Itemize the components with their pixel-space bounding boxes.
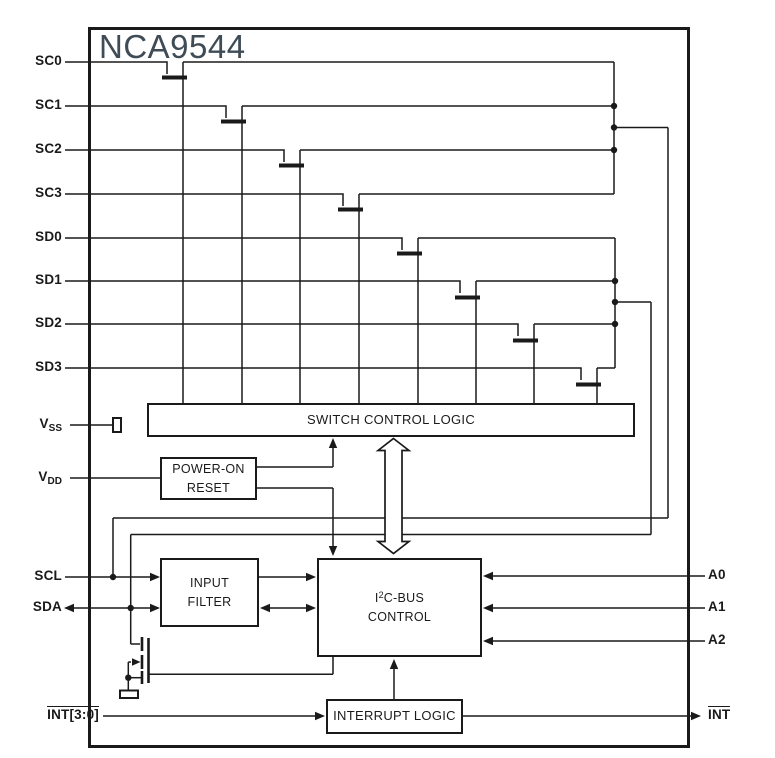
int-out-text: INT — [708, 707, 731, 722]
arrow-down-icon — [329, 546, 337, 556]
arrow-right-icon — [315, 712, 325, 720]
ground-terminal-icon — [120, 691, 138, 699]
vdd-main: V — [38, 469, 48, 484]
int-bus-text: INT[3:0] — [47, 707, 99, 722]
arrow-right-icon — [691, 712, 701, 720]
arrow-right-icon — [132, 658, 141, 665]
pin-label-scl: SCL — [34, 568, 62, 583]
arrow-left-icon — [64, 604, 74, 612]
arrow-left-icon — [483, 604, 493, 612]
chip-title: NCA9544 — [99, 28, 246, 65]
i2c-bus-control-block — [317, 558, 482, 657]
i2c-label-pre: I — [374, 591, 379, 606]
pin-label-sc2: SC2 — [35, 141, 62, 156]
interrupt-logic-block — [326, 699, 463, 734]
wire-sd3 — [65, 368, 615, 403]
pin-label-sd1: SD1 — [35, 272, 62, 287]
vss-main: V — [39, 416, 49, 431]
vss-terminal-icon — [113, 418, 121, 432]
bidirectional-bus-arrow — [378, 439, 409, 554]
pin-label-a2: A2 — [708, 632, 726, 647]
input-filter-block — [160, 558, 259, 627]
interrupt-logic-label: INTERRUPT LOGIC — [333, 708, 456, 724]
filter-i2c-wires — [259, 577, 314, 608]
pin-label-a0: A0 — [708, 567, 726, 582]
sda-mosfet — [128, 637, 333, 690]
pin-label-a1: A1 — [708, 599, 726, 614]
switch-gate-bars — [162, 76, 601, 387]
arrow-left-icon — [260, 604, 270, 612]
arrow-up-icon — [390, 659, 398, 669]
wire-sc3 — [65, 194, 614, 403]
arrow-up-icon — [329, 438, 337, 448]
pin-label-vss — [0, 416, 62, 434]
i2c-label-sup: 2 — [378, 590, 384, 601]
arrow-right-icon — [150, 573, 160, 581]
arrow-left-icon — [483, 637, 493, 645]
arrow-right-icon — [306, 573, 316, 581]
switch-control-logic-label: SWITCH CONTROL LOGIC — [306, 411, 476, 427]
pin-label-int-bus — [0, 706, 99, 722]
pin-label-sd3: SD3 — [35, 359, 62, 374]
i2c-bus-control-label-line1 — [375, 589, 424, 607]
pin-label-sc1: SC1 — [35, 97, 62, 112]
arrow-right-icon — [150, 604, 160, 612]
vdd-sub: DD — [47, 476, 62, 487]
pin-label-sd0: SD0 — [35, 229, 62, 244]
power-on-reset-block — [160, 457, 257, 500]
wire-sc2 — [65, 150, 614, 403]
vss-sub: SS — [48, 423, 62, 434]
wire-sc0 — [65, 62, 614, 403]
power-on-reset-label-line2: RESET — [186, 480, 231, 495]
arrow-right-icon — [306, 604, 316, 612]
arrow-left-icon — [483, 572, 493, 580]
por-to-switch-logic-wire — [257, 441, 333, 467]
pin-label-int-out — [708, 706, 730, 722]
switch-control-logic-block — [147, 403, 635, 437]
pin-label-sd2: SD2 — [35, 315, 62, 330]
i2c-label-post: C-BUS — [383, 591, 425, 606]
pin-label-sda: SDA — [32, 599, 62, 614]
pin-label-sc0: SC0 — [35, 53, 62, 68]
pin-label-sc3: SC3 — [35, 185, 62, 200]
pin-label-vdd — [0, 469, 62, 487]
input-filter-label-line1: INPUT — [190, 576, 229, 591]
power-on-reset-label-line1: POWER-ON — [172, 462, 245, 477]
i2c-bus-control-label-line2: CONTROL — [367, 609, 432, 624]
wire-sd2 — [65, 324, 615, 403]
input-filter-label-line2: FILTER — [187, 594, 232, 609]
wire-sd0 — [65, 238, 615, 403]
